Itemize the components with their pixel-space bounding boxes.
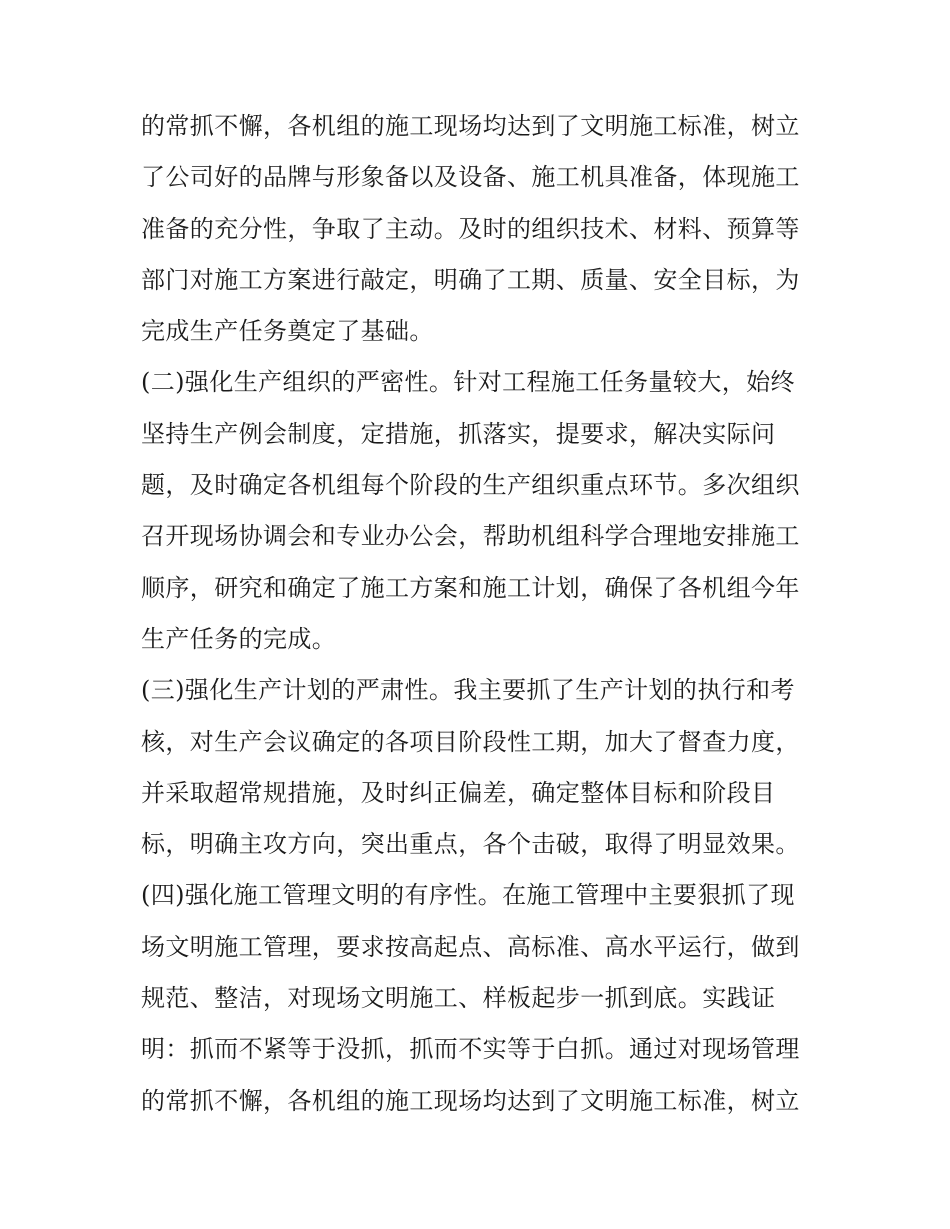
text-line: (二)强化生产组织的严密性。针对工程施工任务量较大，始终: [141, 368, 795, 397]
text-line: 并采取超常规措施，及时纠正偏差，确定整体目标和阶段目: [141, 778, 776, 807]
text-line: 完成生产任务奠定了基础。: [141, 317, 434, 346]
text-line: 的常抓不懈，各机组的施工现场均达到了文明施工标准，树立: [141, 112, 800, 140]
text-line: 规范、整洁，对现场文明施工、样板起步一抓到底。实践证: [141, 984, 776, 1013]
text-line: (四)强化施工管理文明的有序性。在施工管理中主要狠抓了现: [141, 881, 795, 910]
text-line: 召开现场协调会和专业办公会，帮助机组科学合理地安排施工: [141, 522, 800, 551]
text-line: 顺序，研究和确定了施工方案和施工计划，确保了各机组今年: [141, 573, 800, 602]
text-line: (三)强化生产计划的严肃性。我主要抓了生产计划的执行和考: [141, 676, 795, 705]
text-line: 坚持生产例会制度，定措施，抓落实，提要求，解决实际问: [141, 419, 776, 448]
text-line: 明：抓而不紧等于没抓，抓而不实等于白抓。通过对现场管理: [141, 1035, 800, 1064]
text-line: 核，对生产会议确定的各项目阶段性工期，加大了督查力度，: [141, 727, 800, 756]
text-line: 部门对施工方案进行敲定，明确了工期、质量、安全目标，为: [141, 265, 800, 294]
text-line: 的常抓不懈，各机组的施工现场均达到了文明施工标准，树立: [141, 1086, 800, 1115]
text-line: 题，及时确定各机组每个阶段的生产组织重点环节。多次组织: [141, 471, 800, 500]
text-line: 场文明施工管理，要求按高起点、高标准、高水平运行，做到: [141, 932, 800, 961]
text-line: 标，明确主攻方向，突出重点，各个击破，取得了明显效果。: [141, 830, 800, 859]
text-line: 了公司好的品牌与形象备以及设备、施工机具准备，体现施工: [141, 163, 800, 192]
body-text: [141, 101, 821, 1127]
text-line: 准备的充分性，争取了主动。及时的组织技术、材料、预算等: [141, 214, 800, 243]
text-line: 生产任务的完成。: [141, 624, 337, 653]
